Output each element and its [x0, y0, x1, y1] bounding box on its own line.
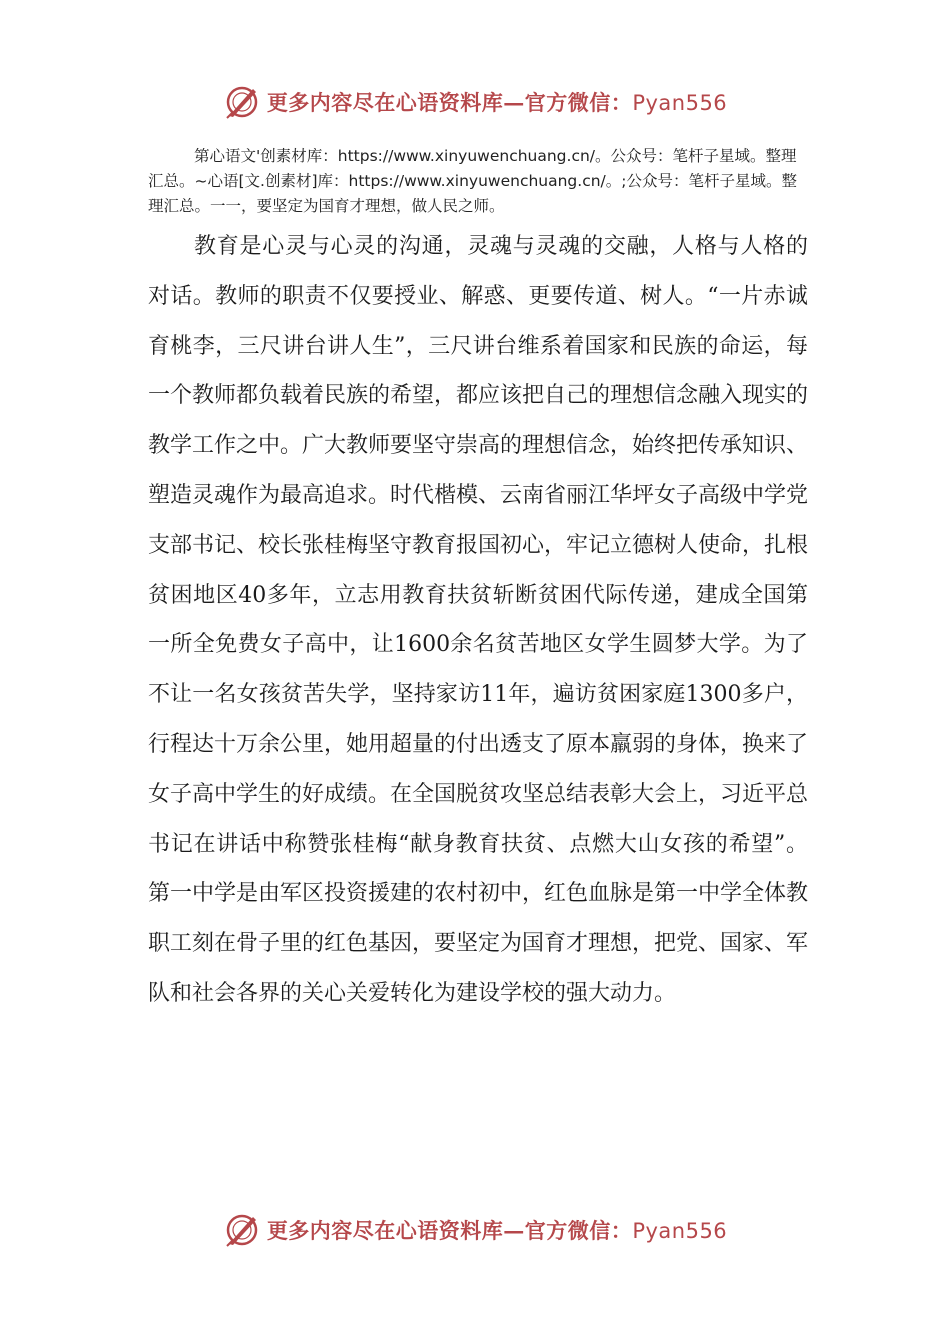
quill-seal-icon [223, 1211, 261, 1249]
footer-banner [0, 1208, 950, 1252]
wechat-id: Pyan556 [632, 91, 728, 115]
header-banner [0, 80, 950, 124]
wechat-id: Pyan556 [632, 1219, 728, 1243]
quill-seal-icon [223, 83, 261, 121]
body-paragraph: 教育是心灵与心灵的沟通，灵魂与灵魂的交融，人格与人格的对话。教师的职责不仅要授业、解惑、更要传道、树人。“一片赤诚育桃李，三尺讲台讲人生”，三尺讲台维系着国家和民族的命运，每一个教师都负载着民族的希望，都应该把自己的理想信念融入现实的教学工作之中。广大教师要坚守崇高的理想信念，始终把传承知识、塑造灵魂作为最高追求。时代楷模、云南省丽江华坪女子高级中学党支部书记、校长张桂梅坚守教育报国初心，牢记立德树人使命，扎根贫困地区40多年，立志用教育扶贫斩断贫困代际传递，建成全国第一所全免费女子高中，让1600余名贫苦地区女学生圆梦大学。为了不让一名女孩贫苦失学，坚持家访11年，遍访贫困家庭1300多户，行程达十万余公里，她用超量的付出透支了原本羸弱的身体，换来了女子高中学生的好成绩。在全国脱贫攻坚总结表彰大会上，习近平总书记在讲话中称赞张桂梅“献身教育扶贫、点燃大山女孩的希望”。第一中学是由军区投资援建的农村初中，红色血脉是第一中学全体教职工刻在骨子里的红色基因，要坚定为国育才理想，把党、国家、军队和社会各界的关心关爱转化为建设学校的强大动力。 [148, 234, 809, 1006]
banner-main-text: 更多内容尽在心语资料库—官方微信： [266, 1218, 633, 1243]
banner-main-text: 更多内容尽在心语资料库—官方微信： [266, 90, 633, 115]
banner-text [267, 1215, 727, 1245]
header-note: 第心语文'创素材库：https://www.xinyuwenchuang.cn/。公众号：笔杆子星域。整理汇总。~心语[文.创素材]库：https://www.xinyuwenchuang.cn/。;公众号：笔杆子星域。整理汇总。一一，要坚定为国育才理想，做人民之师。 [148, 147, 797, 215]
banner-text [267, 87, 727, 117]
